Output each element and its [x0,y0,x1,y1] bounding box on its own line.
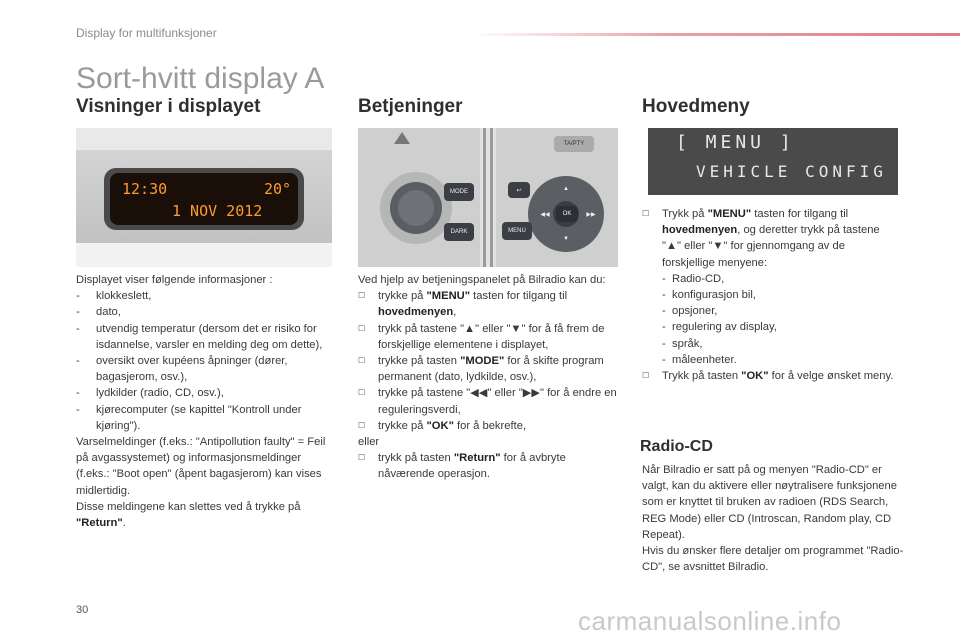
col3-title: Hovedmeny [642,96,750,117]
rewind-icon: ◀◀ [540,211,550,218]
list-item: ☐ trykke på "MENU" tasten for tilgang til hovedmenyen, [358,288,620,320]
list-item: ☐ trykk på tasten "Return" for å avbryte nåværende operasjon. [358,450,620,482]
down-arrow-icon: ▼ [563,236,569,242]
menu-button: MENU [502,222,532,240]
checkbox-bullet-icon: ☐ [358,356,366,366]
list-item: - måleenheter. [662,353,737,366]
col2-title: Betjeninger [358,96,463,117]
list-item: - kjørecomputer (se kapittel "Kontroll under kjøring"). [76,403,302,432]
page-title: Sort-hvitt display A [76,62,325,95]
col1-return-paragraph: Disse meldingene kan slettes ved å trykke på "Return". [76,500,301,530]
col3-submenu-list [642,271,900,368]
lcd-date: 1 NOV 2012 [172,202,263,220]
col1-body [76,272,334,531]
ok-button: OK [556,206,578,222]
col1-warning-paragraph: Varselmeldinger (f.eks.: "Antipollution faulty" = Feil på avgassystemet) og informasjonsmeldinger (f.eks.: "Boot open" (åpent bagasjerom) kan vises midlertidig. [76,436,326,497]
mode-button: MODE [444,183,474,201]
menu-screen-line1: [ MENU ] [676,132,795,153]
list-item: ☐ trykke på "OK" for å bekrefte, [358,418,620,434]
ta-pty-button: TA/PTY [554,136,594,152]
dashboard-display-image [76,128,332,267]
checkbox-bullet-icon: ☐ [358,323,366,333]
radio-cd-paragraph-2: Hvis du ønsker flere detaljer om programmet "Radio-CD", se avsnittet Bilradio. [642,545,904,574]
section-header: Display for multifunksjoner [76,26,217,40]
watermark: carmanualsonline.info [578,606,842,636]
return-icon: ↩ [508,182,530,198]
list-item: - dato, [76,306,121,319]
list-item: ☐ trykk på tastene "▲" eller "▼" for å få frem de forskjellige elementene i displayet, [358,321,620,353]
col2-intro: Ved hjelp av betjeningspanelet på Bilradio kan du: [358,274,606,286]
list-item: ☐ trykke på tasten "MODE" for å skifte program permanent (dato, lydkilde, osv.), [358,353,620,385]
radio-cd-body [642,462,904,575]
checkbox-bullet-icon: ☐ [358,291,366,301]
control-panel-image [358,128,618,267]
list-item: - Radio-CD, [662,272,725,285]
col3-body [642,206,900,384]
list-item: ☐ Trykk på tasten "OK" for å velge ønsket meny. [642,368,900,384]
up-arrow-icon: ▲ [563,186,569,192]
menu-screen-image [648,128,898,195]
col1-intro: Displayet viser følgende informasjoner : [76,274,273,286]
list-item: - klokkeslett, [76,290,152,303]
menu-screen-line2: VEHICLE CONFIG [696,162,887,181]
col2-or: eller [358,436,380,449]
list-item: - oversikt over kupéens åpninger (dører, bagasjerom, osv.), [76,355,288,384]
list-item: - opsjoner, [662,305,718,318]
checkbox-bullet-icon: ☐ [358,420,366,430]
radio-cd-paragraph-1: Når Bilradio er satt på og menyen "Radio-CD" er valgt, kan du aktivere eller nøytralisere funksjonene som er knyttet til bruken av radioen (RDS Search, REG Mode) eller CD (Introscan, Random play, CD Repeat). [642,464,897,541]
list-item: - utvendig temperatur (dersom det er risiko for isdannelse, varsler en melding deg om dette), [76,322,323,351]
list-item: ☐ Trykk på "MENU" tasten for tilgang til hovedmenyen, og deretter trykk på tastene "▲" eller "▼" for gjennomgang av de forskjellige menyene: [642,206,900,271]
lcd-temperature: 20° [264,180,292,198]
col1-title: Visninger i displayet [76,96,261,117]
checkbox-bullet-icon: ☐ [358,388,366,398]
checkbox-bullet-icon: ☐ [642,209,650,218]
list-item: - språk, [662,337,703,350]
col2-body [358,272,620,483]
lcd-time: 12:30 [122,180,168,198]
list-item: - konfigurasjon bil, [662,289,756,302]
radio-cd-title: Radio-CD [640,438,713,455]
list-item: ☐ trykke på tastene "◀◀" eller "▶▶" for å endre en reguleringsverdi, [358,385,620,417]
list-item: - lydkilder (radio, CD, osv.), [76,387,224,400]
page-number: 30 [76,604,89,616]
list-item: - regulering av display, [662,321,777,334]
checkbox-bullet-icon: ☐ [358,453,366,463]
checkbox-bullet-icon: ☐ [642,371,650,381]
fast-forward-icon: ▶▶ [586,211,596,218]
dark-button: DARK [444,223,474,241]
header-accent-line [470,33,960,36]
